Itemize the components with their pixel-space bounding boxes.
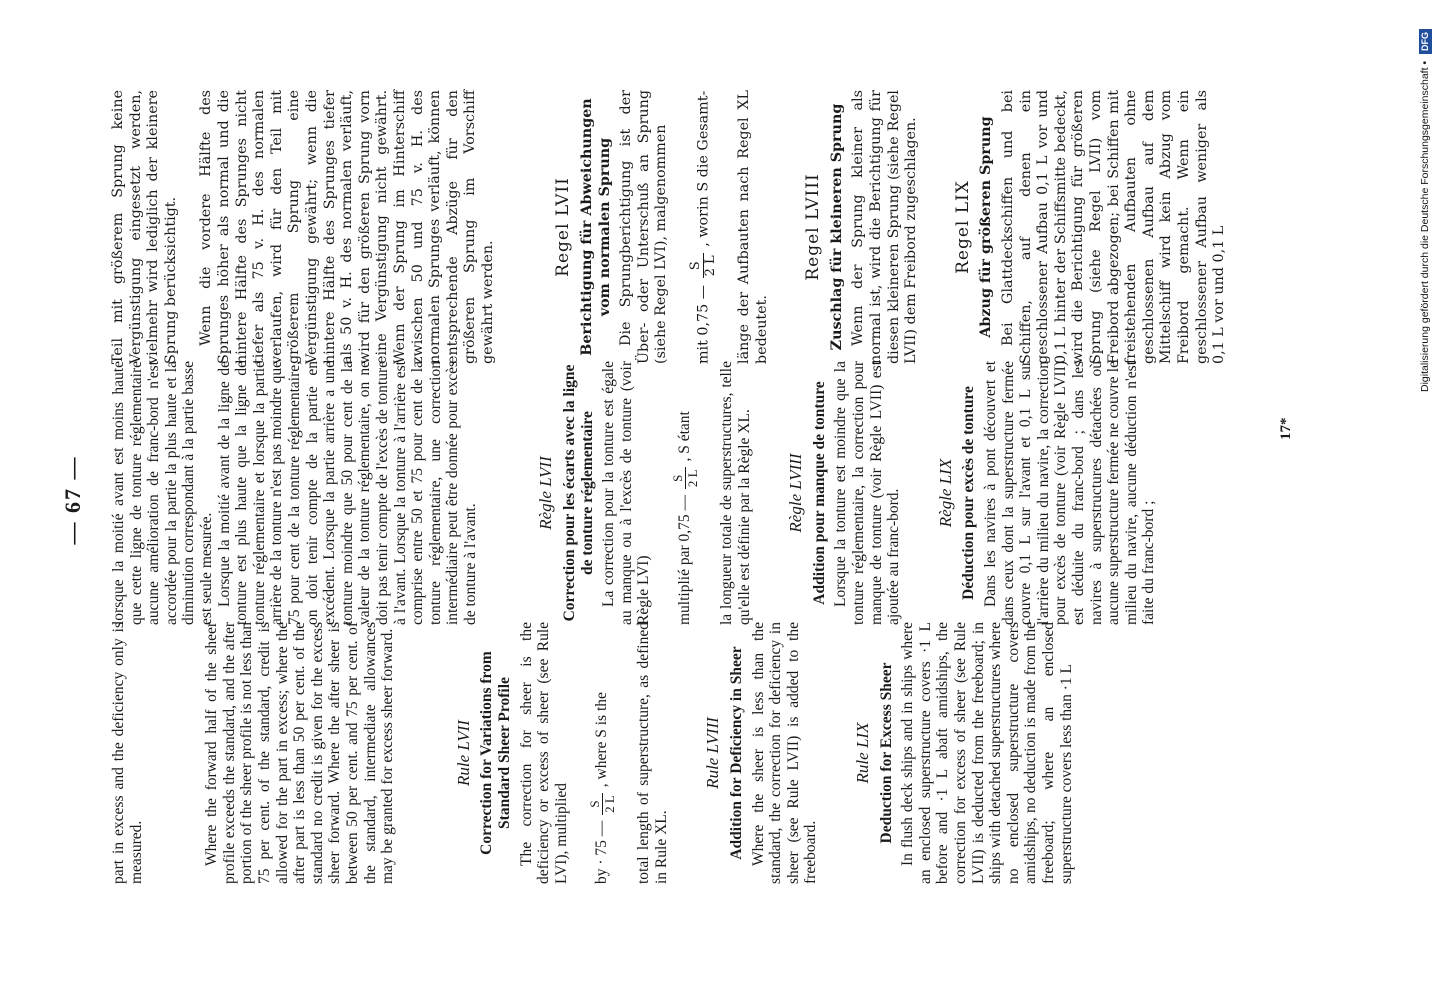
formula-fraction bbox=[671, 467, 700, 489]
english-rule-lix-title: Rule LIX bbox=[853, 722, 873, 784]
credit-line bbox=[1416, 2, 1434, 392]
formula-suffix: , S étant bbox=[676, 411, 694, 462]
english-rule-lvii-text: The correction for sheer is the deficiency or excess of sheer (see Rule LVI), multiplied bbox=[517, 622, 570, 884]
german-rule-lvii-heading: Berichtigung für Abweichungen vom normalen Sprung bbox=[579, 98, 613, 356]
english-rule-lix bbox=[854, 622, 1075, 884]
german-rule-lvii-text: Die Sprungberichtigung ist der Über- oder Unterschuß an Sprung (siehe Regel LVI), malgenommen bbox=[618, 90, 670, 364]
german-rule-lvii bbox=[555, 90, 771, 364]
german-forward-half-paragraph: Wenn die vordere Hälfte des Sprunges höher als normal und die hintere Hälfte des Sprunges nicht tiefer als 75 v. H. des normalen verlaufen, wird für den Teil mit größerem Sprung eine Vergünstigung gewährt; wenn die hintere Hälfte des Sprunges tiefer als 50 v. H. des normalen verläuft, wird für den größeren Sprung vorn eine Vergünstigung nicht gewährt. Wenn der Sprung im Hinterschiff zwischen 50 und 75 v. H. des normalen Sprunges verläuft, können entsprechende Abzüge für den größeren Sprung im Vorschiff gewährt werden. bbox=[198, 90, 496, 364]
french-forward-half-paragraph: Lorsque la moitié avant de la ligne de tonture est plus haute que la ligne de tonture réglementaire et lorsque la partie arrière de la tonture n'est pas moindre que 75 pour cent de la tonture réglementaire, on doit tenir compte de la partie en excédent. Lorsque la partie arrière a une tonture moindre que 50 pour cent de la valeur de la tonture réglementaire, on ne doit pas tenir compte de l'excès de tonture à l'avant. Lorsque la tonture à l'arrière est comprise entre 50 et 75 pour cent de la tonture réglementaire, une correction intermédiaire peut être donnée pour excès de tonture à l'avant. bbox=[215, 361, 479, 625]
french-rule-lvii-text: La correction pour la tonture est égale au manque ou à l'excès de tonture (voir Règle LVI) bbox=[600, 361, 653, 625]
german-rule-lviii bbox=[805, 90, 921, 364]
fraction-numerator: S bbox=[588, 793, 603, 815]
german-rule-lix bbox=[952, 90, 1229, 364]
french-rule-lvii-heading: Correction pour les écarts avec la ligne de tonture réglementaire bbox=[561, 364, 596, 622]
french-rule-lix-title: Règle LIX bbox=[935, 458, 955, 528]
fraction-numerator: S bbox=[689, 253, 704, 278]
formula-prefix: mit 0,75 — bbox=[695, 284, 712, 364]
english-rule-lvii-heading: Correction for Variations from Standard Sheer Profile bbox=[478, 651, 513, 855]
english-rule-lviii-heading: Addition for Deficiency in Sheer bbox=[728, 646, 746, 860]
english-rule-lvii-formula bbox=[588, 622, 617, 884]
french-rule-lvii bbox=[537, 361, 753, 625]
formula-suffix: , where S is the bbox=[593, 692, 611, 788]
fraction-denominator: 2 L bbox=[703, 255, 719, 277]
french-rule-lvii-text-after: la longueur totale de superstructures, telle qu'elle est définie par la Règle XL. bbox=[718, 361, 753, 625]
french-rule-lix bbox=[937, 361, 1158, 625]
french-column bbox=[110, 361, 1158, 625]
formula-prefix: multiplié par 0,75 — bbox=[676, 494, 694, 625]
german-rule-lviii-title: Regel LVIII bbox=[803, 173, 824, 281]
french-rule-lvii-formula bbox=[671, 361, 700, 625]
english-intro: part in excess and the deficiency only is measured. bbox=[110, 622, 145, 884]
french-rule-lix-text: Dans les navires à pont découvert et dans ceux dont la superstructure fermée couvre 0,1 L sur l'avant et 0,1 L sur l'arrière du milieu du navire, la correction pour excès de tonture (voir Règle LVII) est déduite du franc-bord ; dans les navires à superstructures détachées où aucune superstructure fermée ne couvre le milieu du navire, aucune déduction n'est faite du franc-bord ; bbox=[981, 361, 1158, 625]
french-rule-lviii-heading: Addition pour manque de tonture bbox=[810, 381, 828, 605]
english-rule-lvii-text-after: total length of superstructure, as defined in Rule XL. bbox=[635, 622, 670, 884]
english-column bbox=[110, 622, 1075, 884]
german-rule-lix-title: Regel LIX bbox=[952, 180, 973, 274]
english-rule-lviii-title: Rule LVIII bbox=[703, 717, 723, 789]
german-rule-lix-heading: Abzug für größeren Sprung bbox=[978, 116, 995, 338]
formula-prefix: by · 75 — bbox=[593, 820, 611, 884]
formula-fraction bbox=[588, 793, 617, 815]
credit-text: Digitalisierung gefördert durch die Deutsche Forschungsgemeinschaft • bbox=[1419, 60, 1431, 392]
digitization-credit bbox=[1416, 0, 1434, 1000]
english-rule-lix-text: In flush deck ships and in ships where an enclosed superstructure covers ·1 L before and ·1 L abaft amidships, the correction for excess of sheer (see Rule LVII) is deducted from the freeboard; in ships with detached superstructures where no enclosed superstructure covers amidships, no deduction is made from the freeboard; where an enclosed superstructure covers less than ·1 L bbox=[899, 622, 1075, 884]
signature-mark: 17* bbox=[1278, 417, 1294, 440]
french-rule-lviii bbox=[787, 361, 903, 625]
english-rule-lvii-title: Rule LVII bbox=[453, 720, 473, 786]
formula-suffix: , worin S die Gesamt- bbox=[695, 90, 712, 247]
fraction-numerator: S bbox=[671, 467, 686, 489]
english-rule-lvii bbox=[455, 622, 671, 884]
german-rule-lix-text: Bei Glattdeckschiffen und bei Schiffen, auf denen ein geschlossener Aufbau 0,1 L vor und 0,1 L hinter der Schiffsmitte bedeckt, wird die Berichtigung für größeren Sprung (siehe Regel LVII) vom Freibord abgezogen; bei Schiffen mit freistehenden Aufbauten ohne geschlossenen Aufbau auf dem Mittelschiff wird kein Abzug vom Freibord gemacht. Wenn ein geschlossener Aufbau weniger als 0,1 L vor und 0,1 L bbox=[999, 90, 1228, 364]
german-rule-lvii-title: Regel LVII bbox=[553, 177, 574, 277]
german-intro: Teil mit größerem Sprung keine Vergünstigung eingesetzt werden, vielmehr wird lediglich der kleinere Sprung berücksichtigt. bbox=[110, 90, 179, 364]
french-rule-lviii-title: Règle LVIII bbox=[786, 453, 806, 533]
german-rule-lviii-text: Wenn der Sprung kleiner als normal ist, wird die Berichtigung für diesen kleineren Sprung (siehe Regel LVII) dem Freibord zugeschlagen. bbox=[850, 90, 920, 364]
french-rule-lix-heading: Déduction pour excès de tonture bbox=[960, 386, 978, 600]
english-rule-lix-heading: Deduction for Excess Sheer bbox=[877, 662, 895, 844]
french-rule-lviii-text: Lorsque la tonture est moindre que la tonture réglementaire, la correction pour manque de tonture (voir Règle LVII) est ajoutée au franc-bord. bbox=[832, 361, 903, 625]
german-column bbox=[110, 90, 1229, 364]
german-rule-lviii-heading: Zuschlag für kleineren Sprung bbox=[828, 103, 845, 351]
page-number: — 67 — bbox=[60, 455, 85, 545]
formula-fraction bbox=[689, 253, 718, 278]
fraction-denominator: 2 L bbox=[685, 469, 701, 488]
german-rule-lvii-formula bbox=[689, 90, 718, 364]
french-intro: lorsque la moitié avant est moins haute que cette ligne de tonture réglementaire aucune amélioration de franc-bord n'est accordée pour la partie la plus haute et la diminution correspondant à la partie basse est seule mesurée. bbox=[110, 361, 215, 625]
english-rule-lviii bbox=[704, 622, 820, 884]
french-rule-lvii-title: Règle LVII bbox=[536, 456, 556, 530]
english-rule-lviii-text: Where the sheer is less than the standard, the correction for deficiency in sheer (see Rule LVII) is added to the freeboard. bbox=[749, 622, 820, 884]
german-rule-lvii-text-after: länge der Aufbauten nach Regel XL bedeutet. bbox=[736, 90, 770, 364]
english-forward-half-paragraph: Where the forward half of the sheer profile exceeds the standard, and the after portion of the sheer profile is not less than 75 per cent. of the standard, credit is allowed for the part in excess; where the after part is less than 50 per cent. of the standard no credit is given for the excess sheer forward. Where the after sheer is between 50 per cent. and 75 per cent. of the standard, intermediate allowances may be granted for excess sheer forward. bbox=[203, 622, 397, 884]
fraction-denominator: 2 L bbox=[602, 795, 618, 813]
dfg-logo: DFG bbox=[1419, 29, 1432, 54]
